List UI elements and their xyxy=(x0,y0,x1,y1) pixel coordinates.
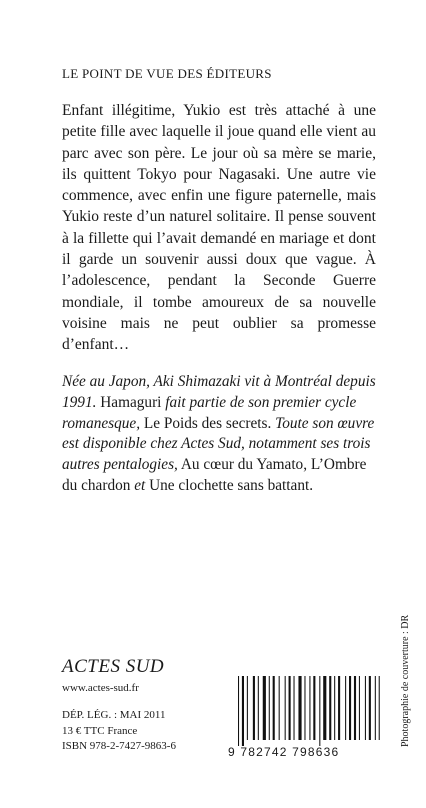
barcode-bar xyxy=(263,676,266,740)
summary-text: Enfant illégitime, Yukio est très attaché à une petite fille avec laquelle il joue quand elle vient au parc avec son père. Le jour où sa mère se marie, ils quittent Tokyo pour Nagasaki. Une autre vie commence, avec enfin une figure paternelle, mais Yukio reste d’un naturel solitaire. Il pense souvent à la fillette qui l’avait demandé en mariage et dont il garde un souvenir aussi doux que vague. À l’adolescence, pendant la Seconde Guerre mondiale, il tombe amoureux de sa nouvelle voisine mais ne peut oublier sa promesse d’enfant… xyxy=(62,102,376,354)
back-cover-heading: LE POINT DE VUE DES ÉDITEURS xyxy=(62,66,272,81)
barcode-bar xyxy=(298,676,301,740)
author-note-title-hamaguri: Hamaguri xyxy=(100,393,162,411)
barcode-bar xyxy=(247,676,248,740)
barcode-bar xyxy=(294,676,295,740)
author-note-last-pentalogy: Une clochette sans battant. xyxy=(149,476,314,494)
barcode-bar xyxy=(309,676,310,740)
barcode-bar xyxy=(253,676,255,740)
barcode-bar xyxy=(349,676,351,740)
legal-deposit: DÉP. LÉG. : MAI 2011 xyxy=(62,709,166,721)
barcode-bar xyxy=(359,676,360,740)
author-note-pentalogies: Au cœur du Yamato, L’Ombre du chardon xyxy=(62,456,367,494)
barcode-bar xyxy=(369,676,371,740)
barcode-bar xyxy=(319,676,320,746)
barcode-bar xyxy=(242,676,244,746)
barcode xyxy=(236,676,384,754)
isbn: ISBN 978-2-7427-9863-6 xyxy=(62,740,176,752)
barcode-number: 9 782742 798636 xyxy=(228,745,340,759)
author-note-and: et xyxy=(130,476,150,494)
price: 13 € TTC France xyxy=(62,724,138,737)
publisher-logo: ACTES SUD xyxy=(62,656,165,677)
photo-credit: Photographie de couverture : DR xyxy=(400,614,411,747)
barcode-bar xyxy=(329,676,331,740)
book-summary xyxy=(62,100,376,356)
barcode-bar xyxy=(273,676,275,740)
barcode-bar xyxy=(354,676,356,740)
barcode-bar xyxy=(334,676,335,740)
barcode-bar xyxy=(279,676,280,740)
barcode-bars xyxy=(236,676,384,746)
barcode-bar xyxy=(289,676,291,740)
barcode-bar xyxy=(379,676,380,740)
legal-info xyxy=(62,708,176,755)
barcode-bar xyxy=(313,676,315,740)
author-note-bio: Née au Japon, Aki Shimazaki vit à Montréal depuis 1991. xyxy=(62,373,376,411)
author-note-cycle: fait partie de son premier cycle romanesque, xyxy=(62,393,357,432)
barcode-bar xyxy=(345,676,346,740)
barcode-bar xyxy=(375,676,376,740)
author-note-series-title: Le Poids des secrets. xyxy=(143,414,272,432)
barcode-bar xyxy=(285,676,286,740)
barcode-bar xyxy=(365,676,366,740)
publisher-website: www.actes-sud.fr xyxy=(62,682,139,694)
author-note xyxy=(62,372,376,497)
barcode-bar xyxy=(238,676,239,746)
barcode-bar xyxy=(304,676,305,740)
barcode-bar xyxy=(323,676,326,740)
barcode-bar xyxy=(258,676,259,740)
author-note-works: Toute son œuvre est disponible chez Actes Sud, notamment ses trois autres pentalogies, xyxy=(62,414,375,474)
barcode-bar xyxy=(338,676,340,740)
barcode-bar xyxy=(269,676,270,740)
